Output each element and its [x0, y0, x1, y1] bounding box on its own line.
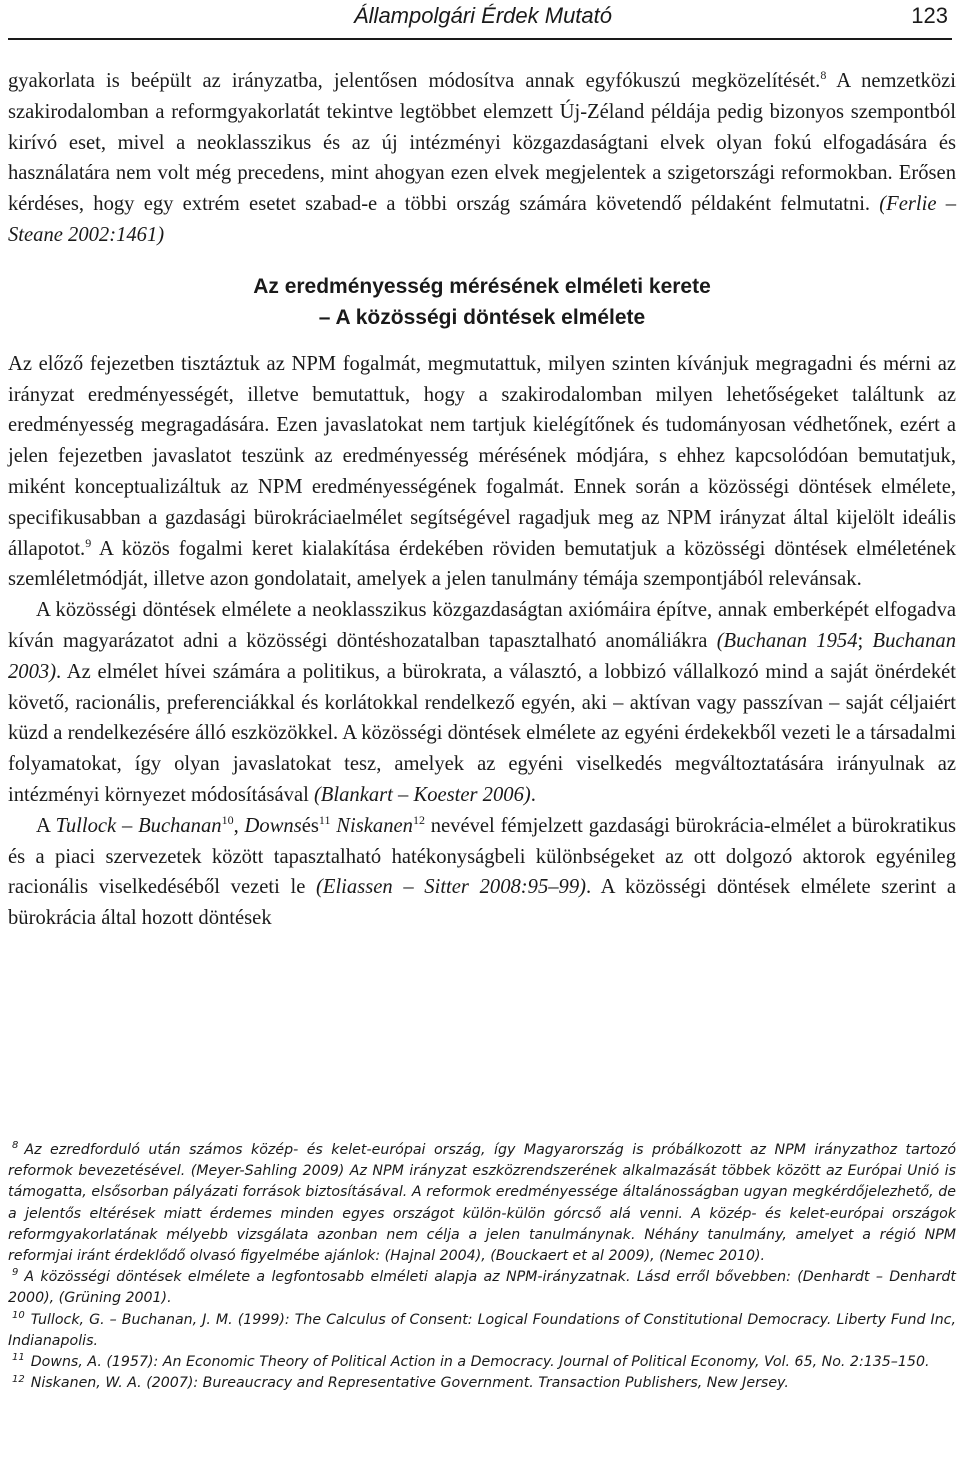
footnote-ref-9: 9 — [85, 535, 92, 550]
paragraph-1 — [8, 66, 956, 251]
citation-eliassen-sitter: (Eliassen – Sitter 2008:95–99) — [316, 876, 586, 899]
running-title: Állampolgári Érdek Mutató — [354, 3, 613, 28]
paragraph-4-text-f: . A közösségi döntések elmélete szerint a bürokrácia által hozott döntések — [8, 876, 956, 930]
footnote-ref-12: 12 — [412, 812, 425, 827]
page-header — [8, 0, 952, 40]
section-heading-line-2: – A közösségi döntések elmélete — [318, 305, 646, 329]
paragraph-3-text-c: . — [530, 783, 536, 806]
footnote-ref-8: 8 — [820, 68, 827, 83]
paragraph-4-text-e: nevével fémjelzett gazdasági bürokrácia-elmélet a bürokratikus és a piaci szervezetek között tapasztalható hatékonyságbeli különbségeket az ott dolgozó aktorok egyénileg racionális viselkedéséből vezeti le — [8, 814, 957, 899]
footnote-9 — [8, 1267, 956, 1309]
footnote-text: Niskanen, W. A. (2007): Bureaucracy and Representative Government. Transaction Publishers, New Jersey. — [30, 1375, 789, 1392]
footnote-11 — [8, 1352, 956, 1373]
paragraph-2-text-a: Az előző fejezetben tisztáztuk az NPM fogalmát, megmutattuk, milyen szinten kívánjuk megragadni és mérni az irányzat eredményességét, illetve bemutattuk, hogy a szakirodalomban milyen lehetőségeket találtunk az eredményesség megragadására. Ezen javaslatokat nem tartjuk kielégítőnek és tudományosan védhetőnek, ezért a jelen fejezetben javaslatot teszünk az eredményesség mérésének módjára, s ehhez kapcsolódóan bemutatjuk, miként konceptualizáltuk az NPM eredményességének fogalmát. Ennek során a közösségi döntések elmélete, specifikusabban a gazdasági bürokráciaelmélet segítségével ragadjuk meg az NPM irányzat által kijelölt ideális állapotot. — [8, 352, 956, 560]
footnote-12 — [8, 1373, 956, 1394]
footnote-10 — [8, 1310, 956, 1352]
footnote-number: 8 — [12, 1140, 19, 1152]
section-heading-line-1: Az eredményesség mérésének elméleti kerete — [253, 274, 711, 298]
footnote-ref-10: 10 — [221, 812, 234, 827]
citation-blankart-koester: (Blankart – Koester 2006) — [313, 783, 531, 806]
page-number: 123 — [911, 3, 948, 28]
footnote-8 — [8, 1140, 956, 1267]
footnote-number: 9 — [12, 1267, 19, 1279]
paragraph-4 — [8, 811, 956, 934]
footnotes — [8, 1140, 956, 1394]
paragraph-4-text-c: és — [301, 814, 319, 837]
footnote-text: Tullock, G. – Buchanan, J. M. (1999): The Calculus of Consent: Logical Foundations of Constitutional Democracy. Liberty Fund Inc, Indianapolis. — [8, 1311, 956, 1349]
footnote-number: 10 — [12, 1309, 25, 1321]
footnote-number: 12 — [12, 1373, 25, 1385]
footnote-number: 11 — [12, 1352, 25, 1364]
footnote-ref-11: 11 — [318, 812, 331, 827]
citation-separator: ; — [857, 629, 873, 652]
paragraph-4-text-a: A — [36, 814, 56, 837]
paragraph-3-text-b: . Az elmélet hívei számára a politikus, a bürokrata, a választó, a lobbizó vállalkozó mind a saját önérdekét követő, racionális, preferenciákkal és korlátokkal rendelkező egyén, aki – aktívan vagy passzívan – saját céljaiért küzd a rendelkezésére álló eszközökkel. A közösségi döntések elmélete az egyéni érdekekből vezeti le a társadalmi folyamatokat, így olyan javaslatokat tesz, amelyek az egyéni viselkedés megváltoztatására irányulnak az intézményi környezet módosításával — [8, 660, 956, 806]
author-tullock-buchanan: Tullock – Buchanan — [55, 814, 222, 837]
footnote-text: A közösségi döntések elmélete a legfontosabb elméleti alapja az NPM-irányzatnak. Lásd erről bővebben: (Denhardt – Denhardt 2000), (Grüning 2001). — [8, 1269, 956, 1307]
paragraph-3-text-a: A közösségi döntések elmélete a neoklasszikus közgazdaságtan axiómáira építve, annak emberképét elfogadva kíván magyarázatot adni a közösségi döntéshozatalban tapasztalható anomáliákra — [8, 599, 956, 652]
author-downs: Downs — [244, 814, 302, 837]
citation-buchanan-1954: (Buchanan 1954 — [716, 629, 858, 652]
paragraph-3 — [8, 595, 956, 811]
paragraph-1-text-b: A nemzetközi szakirodalomban a reformgyakorlatát tekintve legtöbbet elemzett Új-Zéland példája pedig bizonyos szempontból kirívó eset, mivel a neoklasszikus és az új intézményi közgazdaságtani elvek olyan fokú elfogadására és használatára nem volt még precedens, mint ahogyan ezen elvek megjelentek a szigetországi reformokban. Erősen kérdéses, hogy egy extrém esetet szabad-e a többi ország számára követendő példaként felmutatni. — [8, 70, 957, 216]
citation-ferlie-steane: (Ferlie – Steane 2002:1461) — [8, 193, 956, 246]
citation-buchanan-2003: Buchanan 2003) — [8, 629, 956, 683]
footnote-text: Az ezredforduló után számos közép- és kelet-európai ország, így Magyarország is próbálkozott az NPM irányzathoz tartozó reformok bevezetésével. (Meyer-Sahling 2009) Az NPM irányzat eszközrendszerének alkalmazását többek között az Európai Unió is támogatta, elsősorban pályázati források biztosításával. A reformok eredményessége általánosságban ugyan megkérdőjelezhető, de a jelentős eltérések miatt érdemes minden egyes országot külön-külön górcső alá venni. A közép- és kelet-európai országok reformgyakorlatának mélyebb vizsgálata azonban nem célja a jelen tanulmánynak. Néhány tanulmány, amelyet a régió NPM reformjai iránt érdeklődő olvasó figyelmébe ajánlok: (Hajnal 2004), (Bouckaert et al 2009), (Nemec 2010). — [8, 1142, 956, 1265]
main-body — [8, 66, 956, 934]
author-niskanen: Niskanen — [336, 814, 413, 837]
paragraph-4-text-b: , — [233, 814, 245, 837]
section-heading — [8, 271, 956, 333]
paragraph-2 — [8, 349, 956, 595]
paragraph-1-text-a: gyakorlata is beépült az irányzatba, jelentősen módosítva annak egyfókuszú megközelítését. — [8, 70, 821, 92]
paragraph-2-text-b: A közös fogalmi keret kialakítása érdekében röviden bemutatjuk a közösségi döntések elméletének szemléletmódját, illetve azon gondolatait, amelyek a jelen tanulmány témája szempontjából relevánsak. — [8, 537, 956, 591]
footnote-text: Downs, A. (1957): An Economic Theory of Political Action in a Democracy. Journal of Political Economy, Vol. 65, No. 2:135–150. — [30, 1354, 930, 1371]
